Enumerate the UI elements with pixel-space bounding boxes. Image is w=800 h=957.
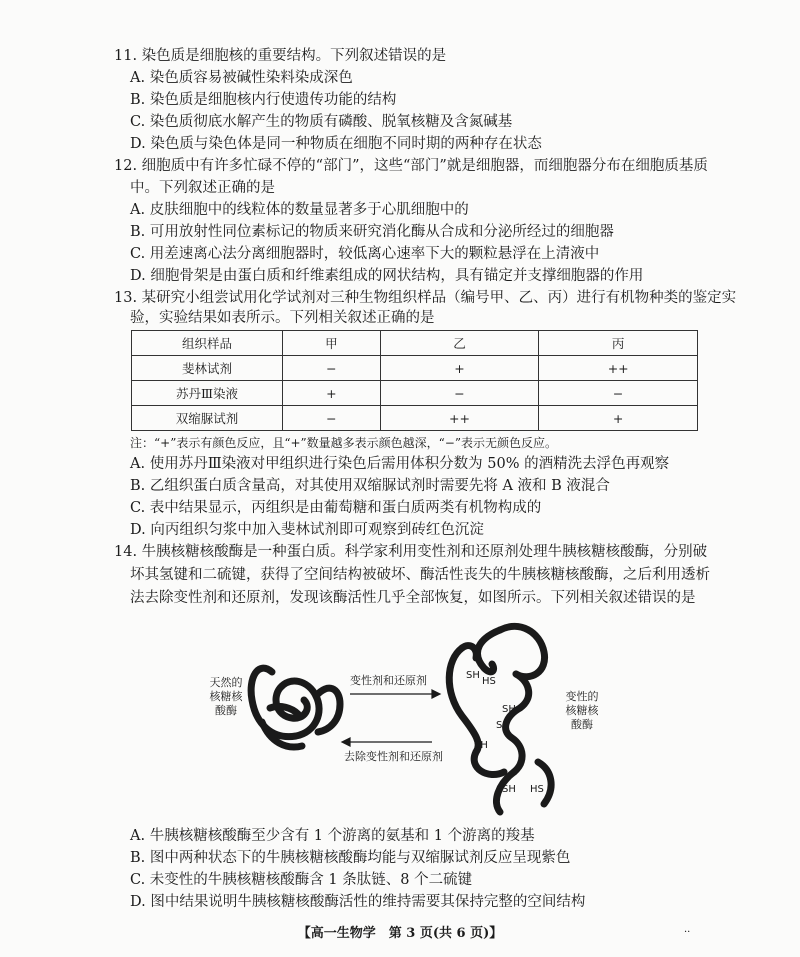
sh-label: SH (496, 720, 510, 731)
sh-label: HS (530, 784, 544, 795)
reaction-arrows (342, 690, 440, 746)
sh-label: SH (502, 704, 516, 715)
table-cell: + (380, 356, 539, 381)
reverse-arrow-label: 去除变性剂和还原剂 (344, 750, 443, 763)
ribonuclease-figure (200, 612, 610, 822)
q14-option-d: D. 图中结果说明牛胰核糖核酸酶活性的维持需要其保持完整的空间结构 (130, 894, 586, 910)
q11-option-d: D. 染色质与染色体是同一种物质在细胞不同时期的两种存在状态 (130, 136, 542, 152)
table-row (132, 406, 698, 431)
page-footer: 【高一生物学 第 3 页(共 6 页)】 (297, 926, 503, 941)
table-row (132, 356, 698, 381)
table-cell: ++ (380, 406, 539, 431)
native-enzyme-coil (251, 668, 340, 747)
table-header-cell: 丙 (539, 331, 698, 356)
table-cell: 斐林试剂 (132, 356, 283, 381)
q13-option-b: B. 乙组织蛋白质含量高，对其使用双缩脲试剂时需要先将 A 液和 B 液混合 (130, 478, 610, 494)
q14-stem-line-1: 14. 牛胰核糖核酸酶是一种蛋白质。科学家利用变性剂和还原剂处理牛胰核糖核酸酶，分别破 (114, 544, 708, 560)
q13-stem-line-2: 验，实验结果如表所示。下列相关叙述正确的是 (130, 310, 435, 326)
q13-option-a: A. 使用苏丹Ⅲ染液对甲组织进行染色后需用体积分数为 50% 的酒精洗去浮色再观察 (130, 456, 670, 472)
table-cell: − (283, 406, 381, 431)
native-enzyme-label: 天然的 核糖核 酸酶 (209, 676, 243, 717)
q12-stem-line-1: 12. 细胞质中有许多忙碌不停的“部门”，这些“部门”就是细胞器，而细胞器分布在细胞质基质 (114, 158, 708, 174)
table-cell: + (539, 406, 698, 431)
q13-option-c: C. 表中结果显示，丙组织是由葡萄糖和蛋白质两类有机物构成的 (130, 500, 542, 516)
table-cell: − (539, 381, 698, 406)
footer-mark: ·· (684, 927, 691, 938)
forward-arrow-label: 变性剂和还原剂 (350, 674, 427, 687)
sh-label: SH (474, 740, 488, 751)
q12-option-a: A. 皮肤细胞中的线粒体的数量显著多于心肌细胞中的 (130, 202, 469, 218)
sh-label: SH (466, 670, 480, 681)
denatured-enzyme-label: 变性的 核糖核 酸酶 (565, 690, 599, 731)
table-row (132, 381, 698, 406)
table-cell: − (283, 356, 381, 381)
q13-stem-line-1: 13. 某研究小组尝试用化学试剂对三种生物组织样品（编号甲、乙、丙）进行有机物种类的鉴定实 (114, 290, 737, 306)
sh-label: SH (502, 784, 516, 795)
q12-option-b: B. 可用放射性同位素标记的物质来研究消化酶从合成和分泌所经过的细胞器 (130, 224, 614, 240)
q12-stem-line-2: 中。下列叙述正确的是 (130, 180, 275, 196)
q14-option-a: A. 牛胰核糖核酸酶至少含有 1 个游离的氨基和 1 个游离的羧基 (130, 828, 535, 844)
sh-label: HS (482, 676, 496, 687)
table-header-cell: 乙 (380, 331, 539, 356)
table-cell: 苏丹Ⅲ染液 (132, 381, 283, 406)
q13-result-table (131, 330, 698, 431)
table-cell: 双缩脲试剂 (132, 406, 283, 431)
ribonuclease-diagram (200, 612, 610, 822)
q12-option-c: C. 用差速离心法分离细胞器时，较低离心速率下大的颗粒悬浮在上清液中 (130, 246, 600, 262)
q14-stem-line-2: 坏其氢键和二硫键，获得了空间结构被破坏、酶活性丧失的牛胰核糖核酸酶，之后利用透析 (130, 567, 710, 583)
table-cell: − (380, 381, 539, 406)
q11-option-a: A. 染色质容易被碱性染料染成深色 (130, 70, 353, 86)
q13-option-d: D. 向丙组织匀浆中加入斐林试剂即可观察到砖红色沉淀 (130, 522, 484, 538)
table-header-row (132, 331, 698, 356)
q11-option-b: B. 染色质是细胞核内行使遗传功能的结构 (130, 92, 397, 108)
q11-option-c: C. 染色质彻底水解产生的物质有磷酸、脱氧核糖及含氮碱基 (130, 114, 513, 130)
table-header-cell: 组织样品 (132, 331, 283, 356)
q12-option-d: D. 细胞骨架是由蛋白质和纤维素组成的网状结构，具有锚定并支撑细胞器的作用 (130, 268, 644, 284)
q13-table-note: 注：“+”表示有颜色反应，且“+”数量越多表示颜色越深，“−”表示无颜色反应。 (130, 436, 557, 450)
q14-option-b: B. 图中两种状态下的牛胰核糖核酸酶均能与双缩脲试剂反应呈现紫色 (130, 850, 571, 866)
table-header-cell: 甲 (283, 331, 381, 356)
q11-stem: 11. 染色质是细胞核的重要结构。下列叙述错误的是 (114, 48, 447, 64)
q14-stem-line-3: 法去除变性剂和还原剂，发现该酶活性几乎全部恢复，如图所示。下列相关叙述错误的是 (130, 590, 696, 606)
table-cell: + (283, 381, 381, 406)
table-cell: ++ (539, 356, 698, 381)
q14-option-c: C. 未变性的牛胰核糖核酸酶含 1 条肽链、8 个二硫键 (130, 872, 473, 888)
